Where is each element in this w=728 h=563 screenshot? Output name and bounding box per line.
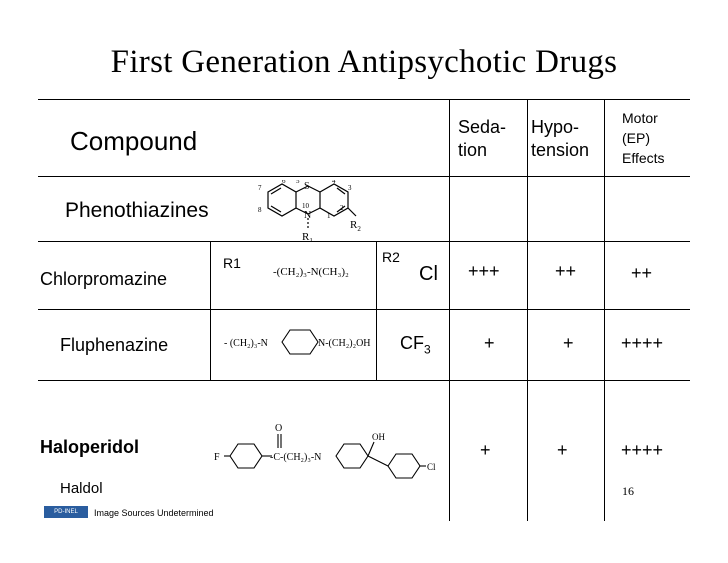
haloperidol-fluorine-label: F <box>214 452 220 463</box>
phenothiazines-label: Phenothiazines <box>65 199 209 222</box>
haloperidol-sedation: + <box>480 440 491 460</box>
hypotension-header-line1: Hypo- <box>531 117 580 137</box>
motor-header-line2: (EP) <box>622 130 650 146</box>
row-divider-2 <box>38 309 690 310</box>
r2-column-label: R2 <box>382 249 400 265</box>
chlorpromazine-r1-chain: -(CH₂)₃-N(CH₃)₂ <box>273 266 349 278</box>
r2-subscript: 2 <box>357 225 361 233</box>
hypotension-header-line2: tension <box>531 140 590 160</box>
col-divider-sedation <box>449 99 450 521</box>
sedation-header <box>458 116 506 162</box>
position-5-label: 5 <box>296 180 300 185</box>
motor-header-line3: Effects <box>622 150 665 166</box>
chlorpromazine-hypotension: ++ <box>555 261 577 281</box>
hypotension-header <box>531 116 589 162</box>
col-divider-hypotension <box>527 99 528 521</box>
compound-name-haloperidol: Haloperidol <box>40 437 140 457</box>
fluphenazine-r2-text: CF <box>400 333 424 353</box>
position-2-label: 2 <box>340 204 344 212</box>
sulfur-atom-label: S <box>304 181 310 192</box>
r1-letter: R <box>302 231 310 242</box>
position-4-label: 4 <box>332 180 336 185</box>
slide-title: First Generation Antipsychotic Drugs <box>110 44 618 80</box>
compound-name-chlorpromazine: Chlorpromazine <box>40 269 168 289</box>
haloperidol-motor: ++++ <box>621 440 664 460</box>
col-divider-motor <box>604 99 605 521</box>
r2-letter: R <box>350 219 358 231</box>
position-6-label: 6 <box>282 180 286 185</box>
row-divider-3 <box>38 380 690 381</box>
fluphenazine-r2 <box>400 333 431 357</box>
fluphenazine-motor: ++++ <box>621 333 664 353</box>
nitrogen-atom-label: N <box>304 210 312 221</box>
r1-column-label: R1 <box>223 255 241 271</box>
haloperidol-chlorine-label: Cl <box>427 462 436 472</box>
haloperidol-oxygen-label: O <box>275 423 283 434</box>
position-7-label: 7 <box>258 184 262 192</box>
compound-header: Compound <box>70 126 198 156</box>
haloperidol-hypotension: + <box>557 440 568 460</box>
sedation-header-line1: Seda- <box>458 117 507 137</box>
haloperidol-hydroxyl-label: OH <box>372 432 385 442</box>
fluphenazine-r2-subscript: 3 <box>424 342 431 357</box>
fluphenazine-chain-right: N-(CH₂)₂OH <box>318 338 371 349</box>
r2-substituent-label <box>350 219 361 233</box>
motor-header-line1: Motor <box>622 110 658 126</box>
position-8-label: 8 <box>258 206 262 214</box>
phenothiazine-structure <box>244 180 374 242</box>
position-1-label: 1 <box>327 212 331 220</box>
compound-name-fluphenazine: Fluphenazine <box>60 335 169 355</box>
r1-subscript: 1 <box>309 237 313 242</box>
license-badge: PD-INEL <box>44 506 88 518</box>
fluphenazine-piperazine-structure <box>222 322 372 362</box>
position-3-label: 3 <box>348 184 352 192</box>
motor-header <box>622 108 665 168</box>
haloperidol-brand-name: Haldol <box>60 480 103 497</box>
chlorpromazine-motor: ++ <box>631 263 653 283</box>
col-divider-r2 <box>376 241 377 380</box>
r1-substituent-label <box>302 231 313 242</box>
table-top-border <box>38 99 690 100</box>
fluphenazine-hypotension: + <box>563 333 574 353</box>
image-source-note: Image Sources Undetermined <box>94 508 214 518</box>
fluphenazine-chain-left: - (CH₂)₃-N <box>224 338 268 349</box>
page-number: 16 <box>622 484 634 498</box>
haloperidol-structure <box>210 418 445 480</box>
sedation-header-line2: tion <box>458 140 488 160</box>
header-divider <box>38 176 690 177</box>
haloperidol-chain-label: -C-(CH₂)₃-N <box>270 452 322 463</box>
chlorpromazine-sedation: +++ <box>468 261 500 281</box>
fluphenazine-sedation: + <box>484 333 495 353</box>
col-divider-r1 <box>210 241 211 380</box>
position-10-label: 10 <box>302 202 309 210</box>
chlorpromazine-r2: Cl <box>419 263 438 285</box>
